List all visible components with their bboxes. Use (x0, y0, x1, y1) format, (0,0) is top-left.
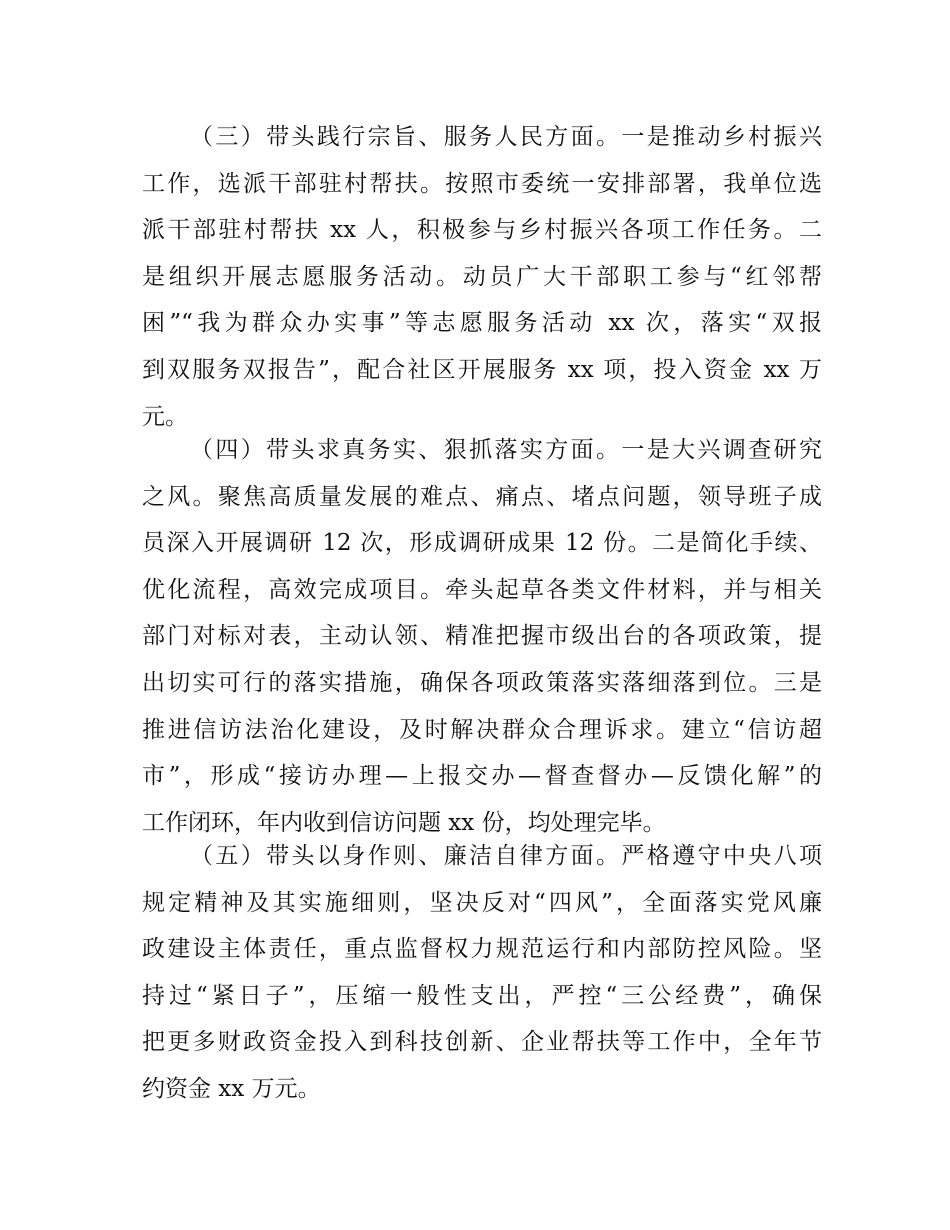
paragraph-line: （五）带头以身作则、廉洁自律方面。严格遵守中央八项 (190, 843, 822, 869)
paragraph-line: 元。 (142, 403, 188, 430)
paragraph-line: 出切实可行的落实措施，确保各项政策落实落细落到位。三是 (142, 669, 822, 696)
paragraph-line: 工作，选派干部驻村帮扶。按照市委统一安排部署，我单位选 (142, 170, 822, 197)
paragraph-section-5 (142, 833, 822, 1113)
paragraph-line: 派干部驻村帮扶 xx 人，积极参与乡村振兴各项工作任务。二 (142, 217, 822, 244)
paragraph-line: 约资金 xx 万元。 (142, 1075, 321, 1102)
paragraph-section-3 (142, 114, 822, 440)
paragraph-line: 困”“我为群众办实事”等志愿服务活动 xx 次，落实“双报 (142, 310, 822, 337)
paragraph-line: 部门对标对表，主动认领、精准把握市级出台的各项政策，提 (142, 623, 822, 650)
paragraph-line: 持过“紧日子”，压缩一般性支出，严控“三公经费”，确保 (142, 982, 822, 1009)
paragraph-section-4 (142, 427, 822, 846)
paragraph-line: 是组织开展志愿服务活动。动员广大干部职工参与“红邻帮 (142, 263, 822, 290)
paragraph-line: 工作闭环，年内收到信访问题 xx 份，均处理完毕。 (142, 809, 666, 836)
paragraph-line: 把更多财政资金投入到科技创新、企业帮扶等工作中，全年节 (142, 1029, 822, 1056)
paragraph-line: 规定精神及其实施细则，坚决反对“四风”，全面落实党风廉 (142, 889, 822, 916)
paragraph-line: 员深入开展调研 12 次，形成调研成果 12 份。二是简化手续、 (142, 530, 822, 557)
paragraph-line: 优化流程，高效完成项目。牵头起草各类文件材料，并与相关 (142, 576, 822, 603)
paragraph-line: 政建设主体责任，重点监督权力规范运行和内部防控风险。坚 (142, 936, 822, 963)
paragraph-line: 到双服务双报告”，配合社区开展服务 xx 项，投入资金 xx 万 (142, 356, 822, 383)
paragraph-line: 推进信访法治化建设，及时解决群众合理诉求。建立“信访超 (142, 716, 822, 743)
paragraph-line: （四）带头求真务实、狠抓落实方面。一是大兴调查研究 (190, 437, 822, 463)
paragraph-line: （三）带头践行宗旨、服务人民方面。一是推动乡村振兴 (190, 124, 822, 150)
paragraph-line: 市”，形成“接访办理—上报交办—督查督办—反馈化解”的 (142, 763, 822, 790)
paragraph-line: 之风。聚焦高质量发展的难点、痛点、堵点问题，领导班子成 (142, 483, 822, 510)
